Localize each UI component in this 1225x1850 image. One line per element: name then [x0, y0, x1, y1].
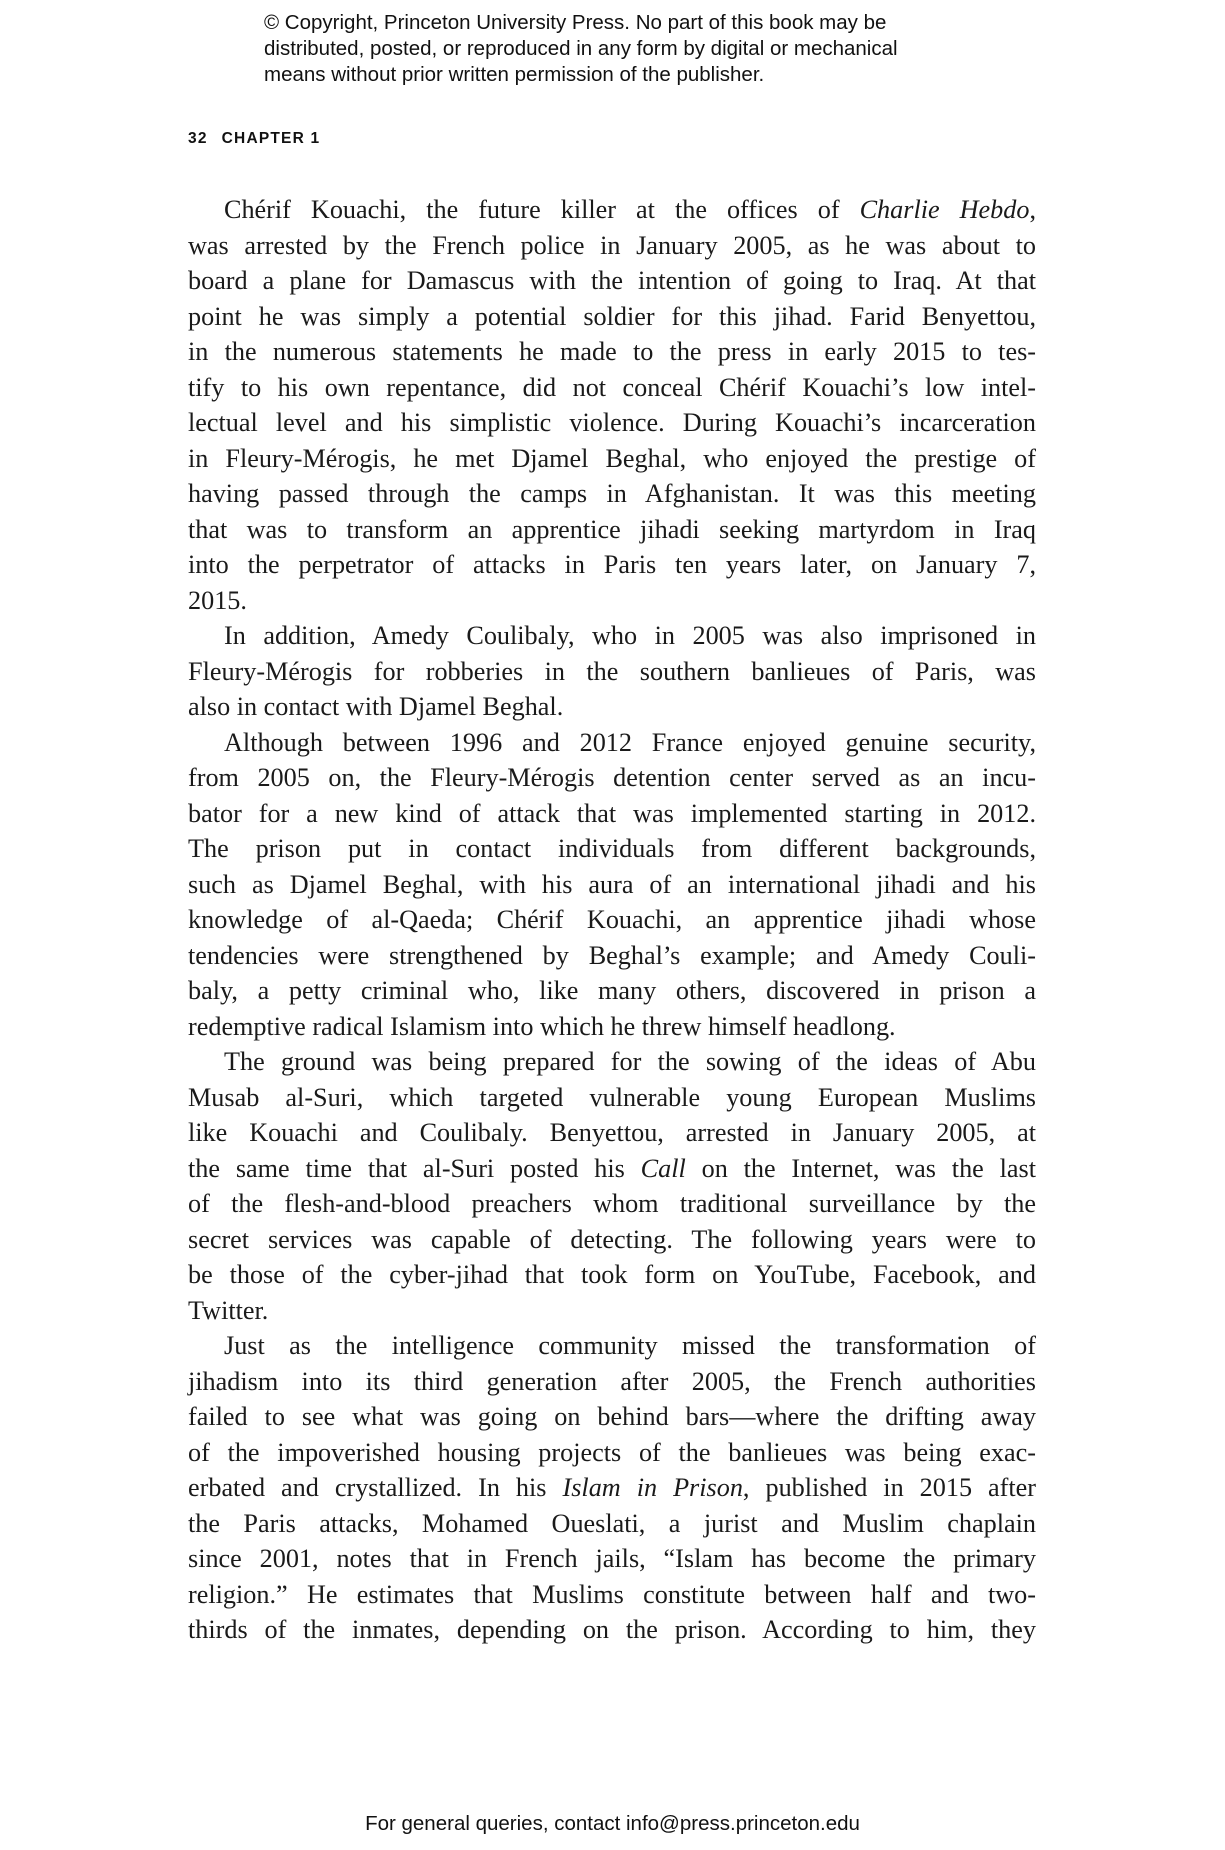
text-line: The prison put in contact individuals from different backgrounds, — [188, 834, 1036, 863]
text-line: of the impoverished housing projects of the banlieues was being exac- — [188, 1437, 1036, 1467]
text-line: be those of the cyber-jihad that took form on YouTube, Facebook, and — [188, 1260, 1036, 1289]
text-line: was arrested by the French police in January 2005, as he was about to — [188, 230, 1036, 260]
copyright-line: © Copyright, Princeton University Press. No part of this book may be — [264, 11, 887, 34]
text-line: In addition, Amedy Coulibaly, who in 2005 was also imprisoned in — [224, 621, 1036, 650]
text-line: having passed through the camps in Afghanistan. It was this meeting — [188, 479, 1036, 508]
text-line: jihadism into its third generation after 2005, the French authorities — [188, 1366, 1036, 1396]
copyright-notice — [264, 10, 984, 88]
text-line: point he was simply a potential soldier for this jihad. Farid Benyettou, — [188, 301, 1036, 331]
chapter-label: CHAPTER 1 — [221, 130, 321, 147]
text-line: the Paris attacks, Mohamed Oueslati, a jurist and Muslim chaplain — [188, 1508, 1036, 1538]
text-line: failed to see what was going on behind bars—where the drifting away — [188, 1402, 1036, 1431]
text-line: Just as the intelligence community missed the transformation of — [224, 1331, 1036, 1360]
text-line: 2015. — [188, 585, 247, 615]
text-line: also in contact with Djamel Beghal. — [188, 692, 564, 721]
text-line: redemptive radical Islamism into which he threw himself headlong. — [188, 1011, 896, 1041]
text-line: in the numerous statements he made to the press in early 2015 to tes- — [188, 337, 1036, 366]
text-line: The ground was being prepared for the sowing of the ideas of Abu — [224, 1047, 1036, 1076]
text-line: religion.” He estimates that Muslims constitute between half and two- — [188, 1579, 1036, 1609]
text-line: tify to his own repentance, did not conceal Chérif Kouachi’s low intel- — [188, 372, 1036, 402]
body-text — [188, 192, 1036, 1648]
paragraph — [188, 192, 1036, 618]
text-line: that was to transform an apprentice jihadi seeking martyrdom in Iraq — [188, 514, 1036, 544]
text-line: lectual level and his simplistic violence. During Kouachi’s incarceration — [188, 408, 1036, 437]
text-line: Twitter. — [188, 1295, 269, 1325]
text-line: Musab al-Suri, which targeted vulnerable young European Muslims — [188, 1082, 1036, 1112]
text-line: bator for a new kind of attack that was implemented starting in 2012. — [188, 798, 1036, 828]
paragraph — [188, 725, 1036, 1045]
paragraph — [188, 618, 1036, 725]
copyright-line: means without prior written permission of the publisher. — [264, 63, 765, 86]
text-line: Chérif Kouachi, the future killer at the offices of Charlie Hebdo, — [224, 195, 1036, 224]
text-line: such as Djamel Beghal, with his aura of an international jihadi and his — [188, 869, 1036, 899]
text-line: the same time that al-Suri posted his Call on the Internet, was the last — [188, 1153, 1036, 1183]
text-line: board a plane for Damascus with the intention of going to Iraq. At that — [188, 266, 1036, 295]
text-line: into the perpetrator of attacks in Paris ten years later, on January 7, — [188, 550, 1036, 579]
paragraph — [188, 1044, 1036, 1328]
text-line: since 2001, notes that in French jails, “Islam has become the primary — [188, 1544, 1036, 1573]
text-line: secret services was capable of detecting. The following years were to — [188, 1224, 1036, 1254]
text-line: from 2005 on, the Fleury-Mérogis detention center served as an incu- — [188, 763, 1036, 792]
text-line: tendencies were strengthened by Beghal’s example; and Amedy Couli- — [188, 940, 1036, 970]
text-line: Fleury-Mérogis for robberies in the southern banlieues of Paris, was — [188, 656, 1036, 686]
text-line: in Fleury-Mérogis, he met Djamel Beghal, who enjoyed the prestige of — [188, 443, 1036, 473]
copyright-line: distributed, posted, or reproduced in any form by digital or mechanical — [264, 37, 898, 60]
text-line: knowledge of al-Qaeda; Chérif Kouachi, an apprentice jihadi whose — [188, 905, 1036, 934]
text-line: thirds of the inmates, depending on the prison. According to him, they — [188, 1615, 1036, 1644]
text-line: erbated and crystallized. In his Islam in Prison, published in 2015 after — [188, 1473, 1037, 1502]
text-line: Although between 1996 and 2012 France enjoyed genuine security, — [224, 727, 1036, 757]
text-line: baly, a petty criminal who, like many others, discovered in prison a — [188, 976, 1036, 1005]
running-head — [188, 130, 320, 148]
footer-contact: For general queries, contact info@press.princeton.edu — [365, 1812, 860, 1835]
paragraph — [188, 1328, 1036, 1648]
text-line: like Kouachi and Coulibaly. Benyettou, arrested in January 2005, at — [188, 1118, 1036, 1147]
text-line: of the flesh-and-blood preachers whom traditional surveillance by the — [188, 1189, 1036, 1218]
page-number: 32 — [188, 130, 208, 147]
